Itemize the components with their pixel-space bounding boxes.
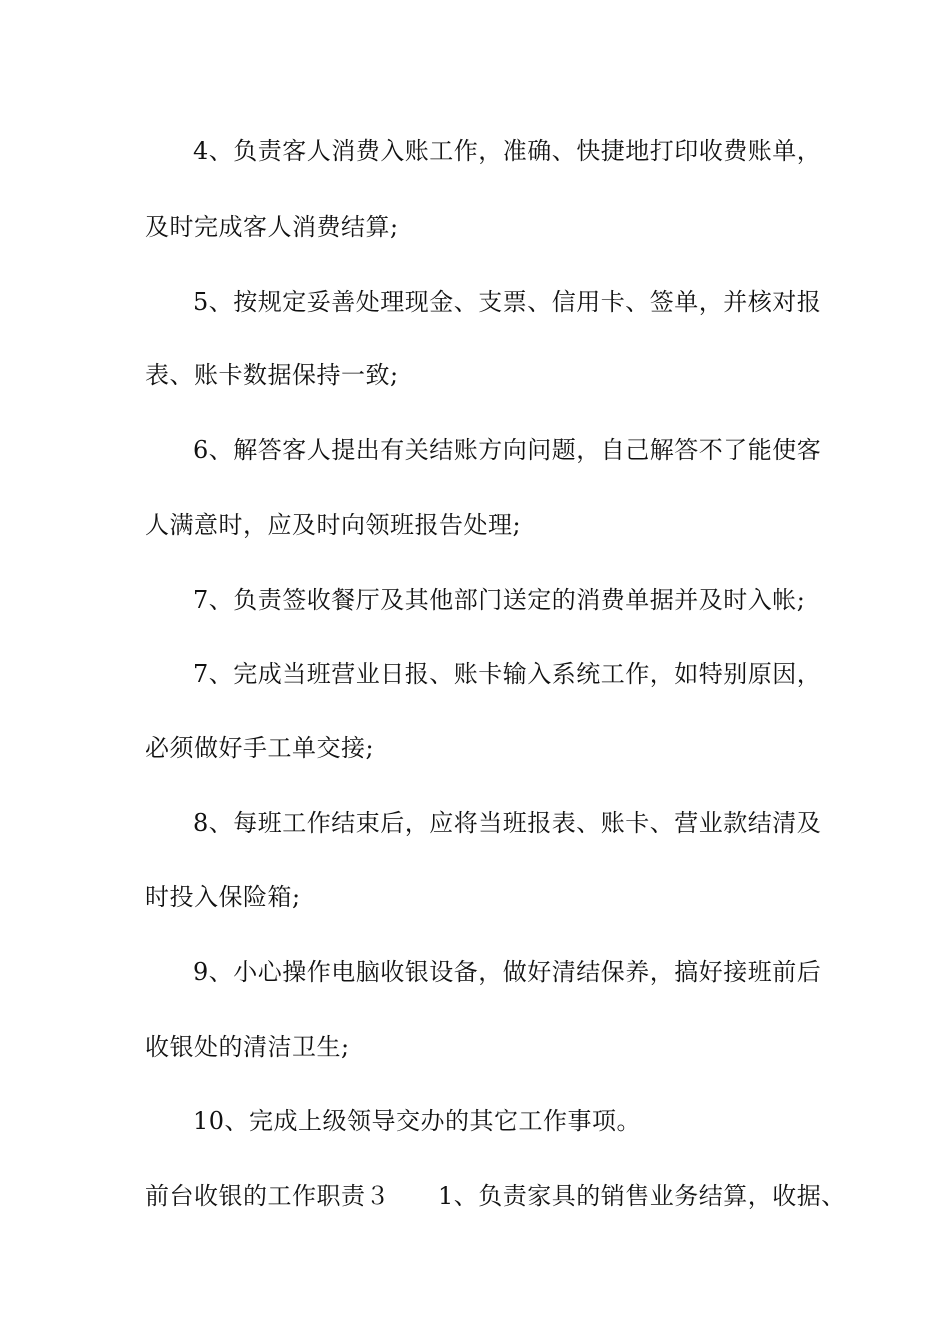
paragraph-line: 7、负责签收餐厅及其他部门送定的消费单据并及时入帐; <box>193 586 806 614</box>
section-heading-line <box>145 1181 846 1211</box>
paragraph-line: 10、完成上级领导交办的其它工作事项。 <box>193 1107 642 1135</box>
section-first-item: 1、负责家具的销售业务结算，收据、 <box>438 1182 846 1210</box>
paragraph-line: 时投入保险箱; <box>145 883 301 911</box>
paragraph-line: 6、解答客人提出有关结账方向问题，自己解答不了能使客 <box>193 436 822 464</box>
paragraph-line: 7、完成当班营业日报、账卡输入系统工作，如特别原因， <box>193 660 822 688</box>
paragraph-line: 必须做好手工单交接; <box>145 734 375 762</box>
paragraph-line: 收银处的清洁卫生; <box>145 1033 350 1061</box>
paragraph-line: 8、每班工作结束后，应将当班报表、账卡、营业款结清及 <box>193 809 822 837</box>
section-heading: 前台收银的工作职责３ <box>145 1182 390 1210</box>
paragraph-line: 4、负责客人消费入账工作，准确、快捷地打印收费账单， <box>193 137 822 165</box>
paragraph-line: 人满意时，应及时向领班报告处理; <box>145 511 522 539</box>
paragraph-line: 5、按规定妥善处理现金、支票、信用卡、签单，并核对报 <box>193 288 822 316</box>
paragraph-line: 及时完成客人消费结算; <box>145 213 399 241</box>
paragraph-line: 9、小心操作电脑收银设备，做好清结保养，搞好接班前后 <box>193 958 822 986</box>
paragraph-line: 表、账卡数据保持一致; <box>145 361 399 389</box>
